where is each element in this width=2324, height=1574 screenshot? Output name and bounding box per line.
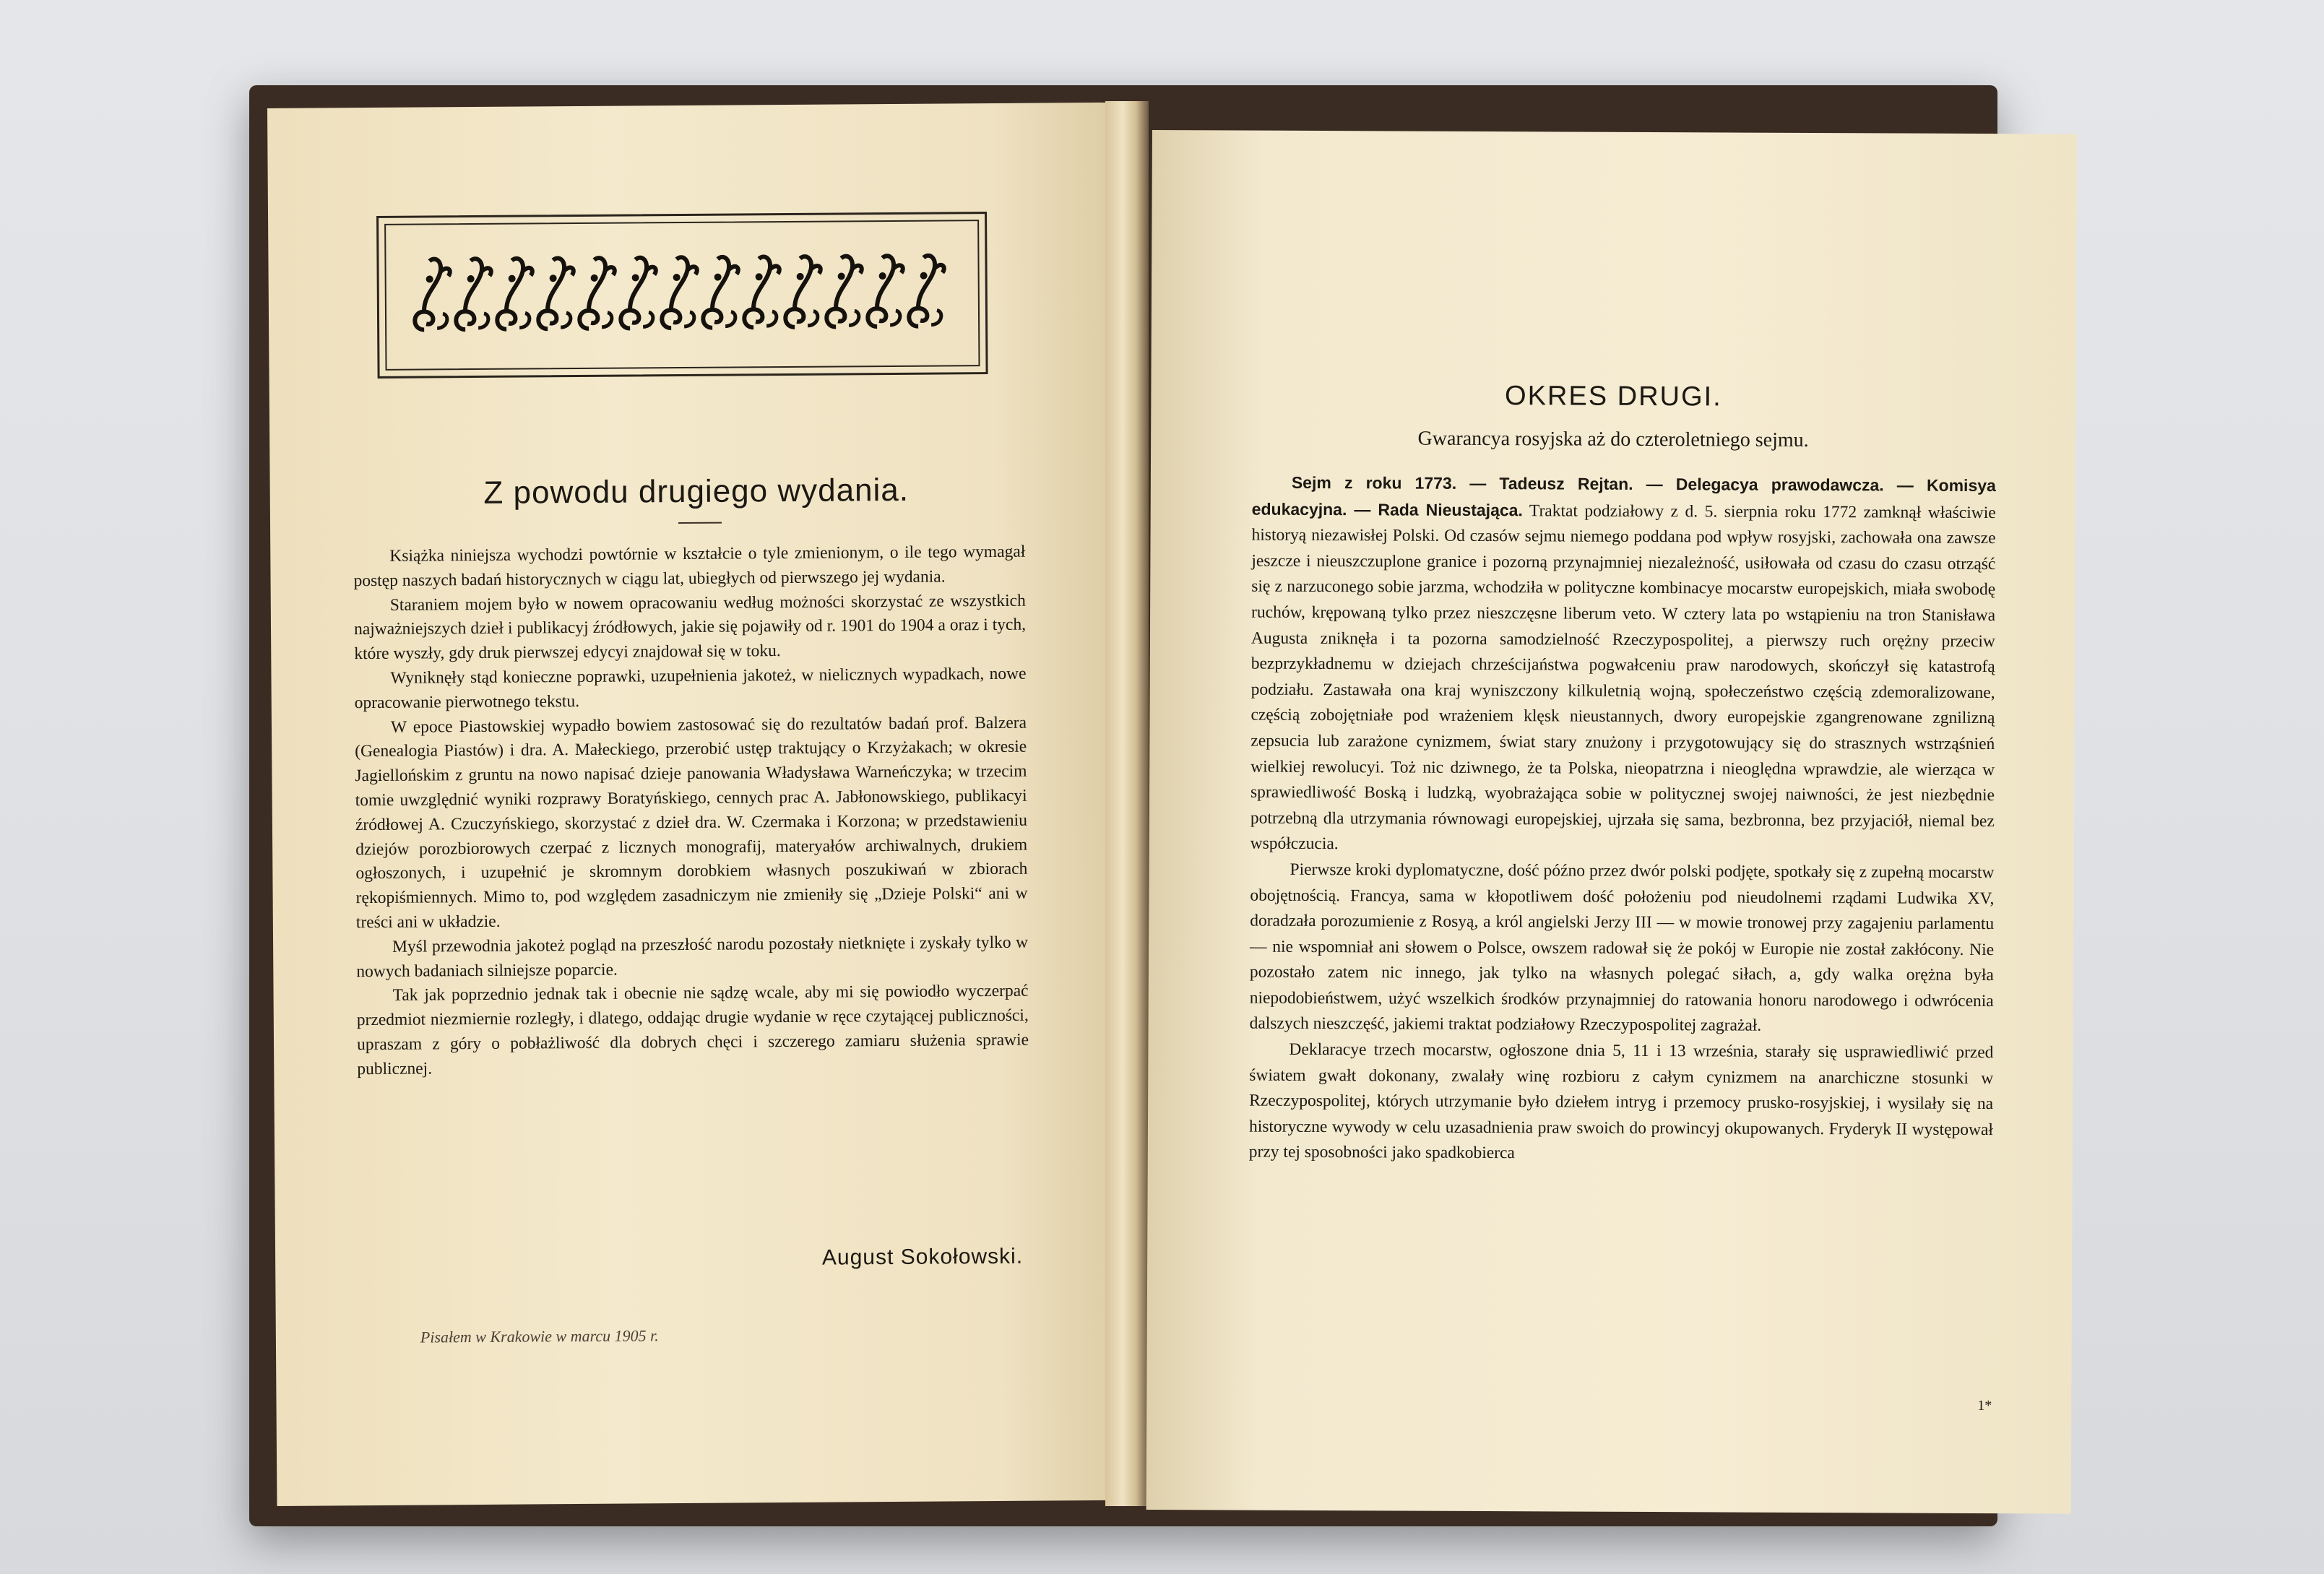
scroll-ornament-icon [407,239,957,351]
chapter-paragraph: Pierwsze kroki dyplomatyczne, dość późno przez dwór polski podjęte, spotkały się z zupełną mocarstw obojętnością. Francya, sama w kłopotliwem dość położeniu pod nieudolnemi rządami Ludwika XV, doradzała porozumienie z Rosyą, a król angielski Jerzy III — w mowie tronowej przy zagajeniu parlamentu — nie wspomniał ani słowem o Polsce, owszem radował się że pokój w Europie nie został zakłócony. Nie pozostało zatem nic innego, jak tylko na własnych polegać siłach, a, gdy walka orężna była niepodobieństwem, użyć wszelkich środków przynajmniej do ratowania honoru narodowego i odwrócenia dalszych nieszczęść, jakiemi traktat podziałowy Rzeczypospolitej zagrażał. [1249,860,1995,1036]
preface-paragraph: Książka niniejsza wychodzi powtórnie w kształcie o tyle zmienionym, o ile tego wymagał postęp naszych badań historycznych w ciągu lat, ubiegłych od pierwszego jej wydania. [353,542,1026,590]
left-page [267,103,1129,1506]
chapter-paragraph: Deklaracye trzech mocarstw, ogłoszone dnia 5, 11 i 13 września, starały się usprawiedliwić przed światem gwałt dokonany, zwalały winę rozbioru z całym cynizmem na anarchiczne stosunki w Rzeczypospolitej, których utrzymanie było dziełem intryg i przemocy prusko-rosyjskiej, i wysilały się na historyczne wywody w celu uzasadnienia praw swoich do prowincyj okupowanych. Fryderyk II występował przy tej sposobności jako spadkobierca [1248,1039,1994,1163]
date-line: Pisałem w Krakowie w marcu 1905 r. [420,1326,659,1346]
decorative-header-frame [376,212,988,379]
signature-mark: 1* [1977,1398,1992,1414]
preface-paragraph: W epoce Piastowskiej wypadło bowiem zastosować się do rezultatów badań prof. Balzera (Genealogia Piastów) i dra. A. Małeckiego, przerobić ustęp traktujący o Krzyżakach; w okresie Jagiellońskim z gruntu na nowo napisać dzieje panowania Władysława Warneńczyka; w trzecim tomie uwzględnić wyniki rozprawy Boratyńskiego, cennych prac A. Jabłonowskiego, publikacyi źródłowej A. Czuczyńskiego, skorzystać z dzieł dra. W. Czermaka i Korzona; w przedstawieniu dziejów porozbiorowych czerpać z licznych monografij, materyałów archiwalnych, drukiem ogłoszonych, i uzupełnić je skromnym dorobkiem własnych poszukiwań w zbiorach rękopiśmiennych. Mimo to, pod względem zasadniczym nie zmieniły się „Dzieje Polski“ ani w treści ani w układzie. [355,713,1028,933]
chapter-body [1249,470,1996,1169]
preface-paragraph: Myśl przewodnia jakoteż pogląd na przeszłość narodu pozostały nietknięte i zyskały tylko w nowych badaniach silniejsze poparcie. [356,933,1029,981]
chapter-paragraph [1250,470,1996,860]
preface-paragraph: Staraniem mojem było w nowem opracowaniu według możności skorzystać ze wszystkich najważniejszych dzieł i publikacyj źródłowych, jakie się pojawiły od r. 1901 do 1904 a oraz i tych, które wyszły, gdy druk pierwszej edycyi znajdował się w toku. [353,591,1027,664]
chapter-paragraph-text: Traktat podziałowy z d. 5. sierpnia roku 1772 zamknął właściwie historyą niezawisłej Polski. Od czasów sejmu niemego poddana pod wpływ rosyjski, zachowała ona zawsze jeszcze i nieuszczuplone granice i pozorną przynajmniej niezależność, usiłowała od czasu do czasu otrząść się z narzuconego sobie jarzma, wchodziła w polityczne kombinacye mocarstw europejskich, miała swobodę ruchów, krępowaną tylko przez nieszczęsne liberum veto. W cztery lata po wstąpieniu na tron Stanisława Augusta zniknęła i ta pozorna samodzielność Rzeczypospolitej, a pierwszy ruch orężny przeciw bezprzykładnemu w dziejach chrześcijaństwa pogwałceniu praw narodowych, skończył się katastrofą podziału. Zastawała ona kraj wyniszczony kilkuletnią wojną, społeczeństwo częścią zdemoralizowane, częścią zobojętniałe pod wrażeniem klęsk nieustannych, dwory europejskie zgangrenowane zgnilizną zepsucia lub zarażone cynizmem, świat stary znużony i przygotowujący się do strasznych wstrząśnień wielkiej rewolucyi. Toż nic dziwnego, że ta Polska, nieopatrzna i nieoględna wprawdzie, ale wierząca w sprawiedliwość Boską i ludzką, wyobrażająca sobie w politycznej swojej naiwności, że jest niezbędnie potrzebną dla utrzymania równowagi europejskiej, ujrzała się sama, bezbronna, bez przyjaciół, niemal bez współczucia. [1250,501,1996,854]
chapter-title: OKRES DRUGI. [1504,381,1722,412]
right-page [1146,130,2077,1514]
book-spine [1105,101,1149,1506]
author-signature: August Sokołowski. [821,1244,1024,1270]
title-divider [678,522,722,524]
preface-body [353,540,1029,1082]
section-lead: Sejm z roku 1773. — Tadeusz Rejtan. — Delegacya prawodawcza. — Komisya edukacyjna. — Rada Nieustająca. [1251,472,1996,519]
chapter-subtitle: Gwarancya rosyjska aż do czteroletniego sejmu. [1417,427,1809,451]
preface-title: Z powodu drugiego wydania. [483,472,910,511]
preface-paragraph: Wyniknęły stąd konieczne poprawki, uzupełnienia jakoteż, w nielicznych wypadkach, nowe opracowanie pierwotnego tekstu. [354,664,1027,712]
preface-paragraph: Tak jak poprzednio jednak tak i obecnie nie sądzę wcale, aby mi się powiodło wyczerpać przedmiot niezmiernie rozległy, i dlatego, oddając drugie wydanie w ręce czytającej publiczności, upraszam z góry o pobłażliwość dla dobrych chęci i szczerego zamiaru służenia sprawie publicznej. [356,982,1029,1078]
